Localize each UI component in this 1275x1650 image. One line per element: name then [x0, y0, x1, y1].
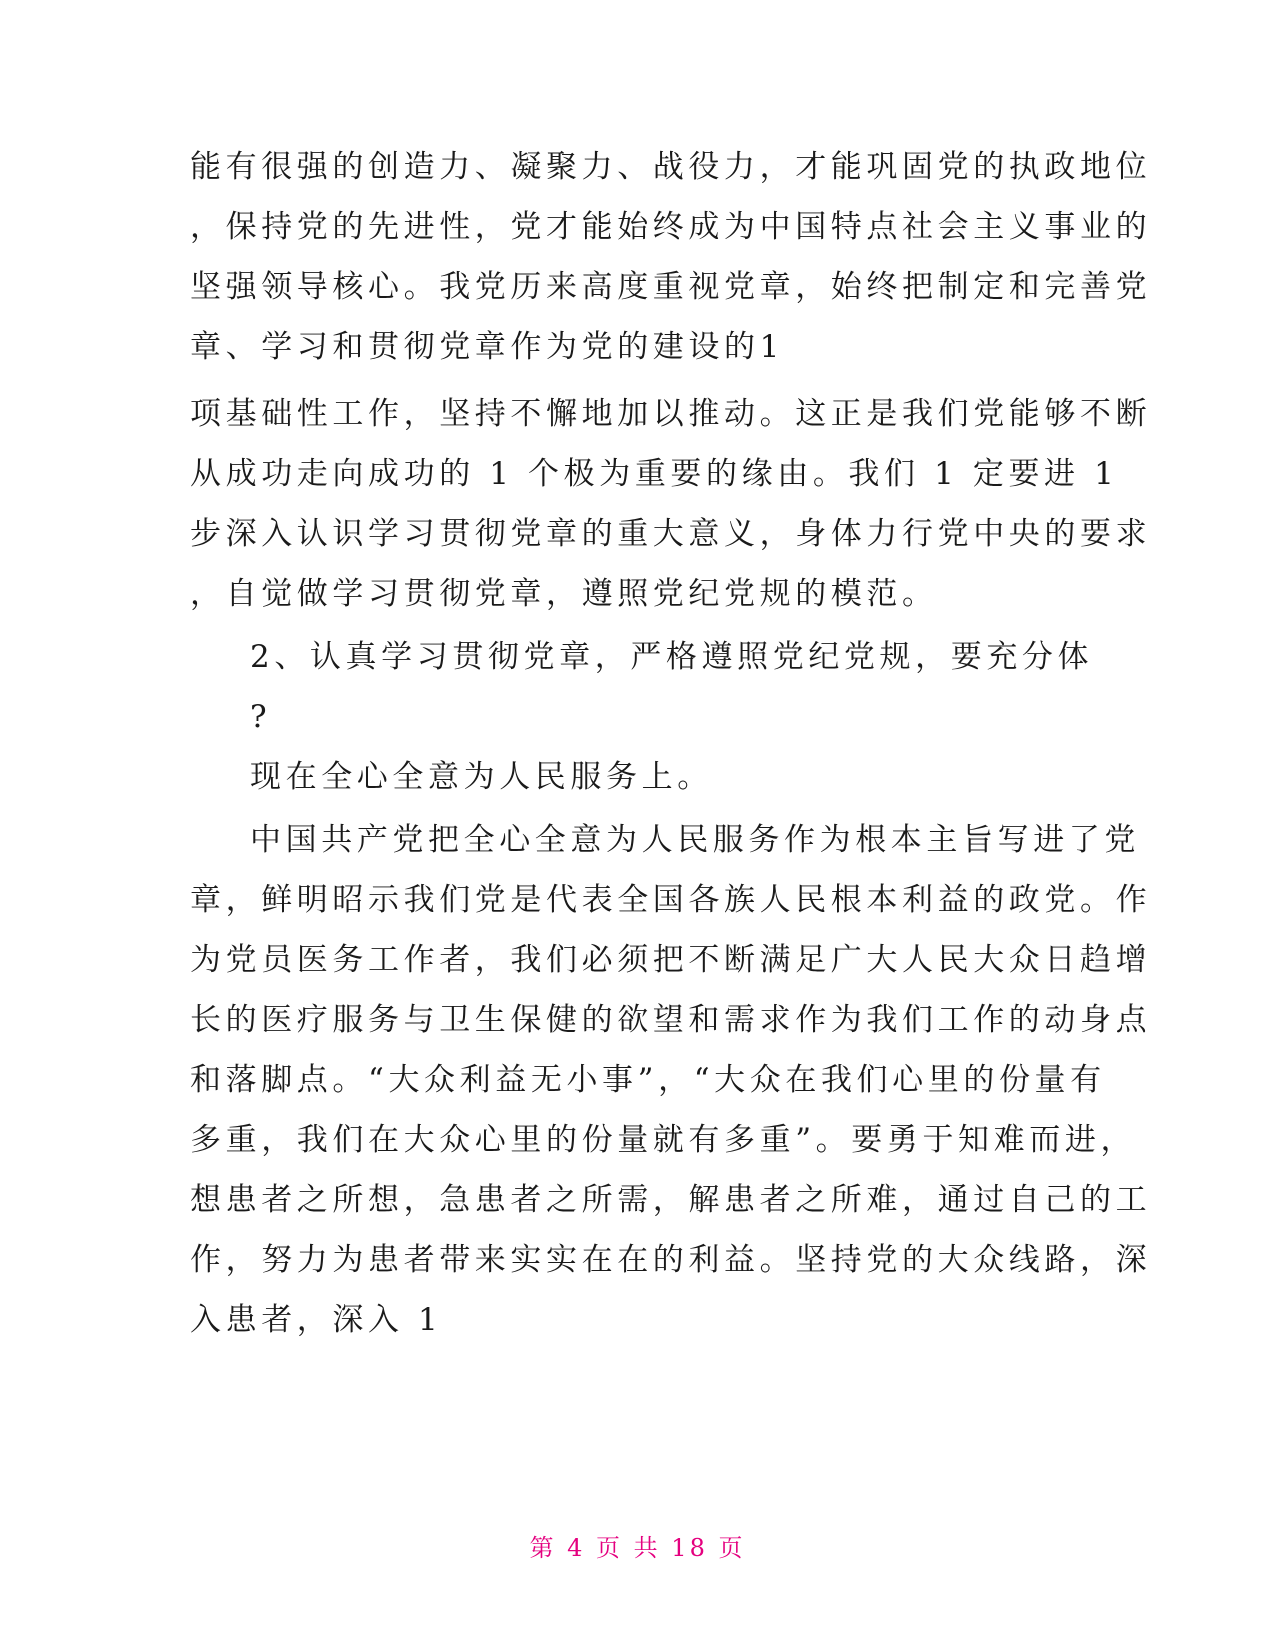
paragraph-start: 中国共产党把全心全意为人民服务作为根本主旨写进了党	[250, 822, 1140, 858]
placeholder-glyph: ?	[250, 699, 272, 735]
text-line: 作，努力为患者带来实实在在的利益。坚持党的大众线路，深	[190, 1242, 1152, 1278]
text-line: 为党员医务工作者，我们必须把不断满足广大人民大众日趋增	[190, 942, 1152, 978]
text-line: 和落脚点。“大众利益无小事”，“大众在我们心里的份量有	[190, 1062, 1106, 1098]
text-line: 章、学习和贯彻党章作为党的建设的1	[190, 329, 784, 365]
text-line: 坚强领导核心。我党历来高度重视党章，始终把制定和完善党	[190, 269, 1152, 305]
text-line: 能有很强的创造力、凝聚力、战役力，才能巩固党的执政地位	[190, 149, 1152, 185]
text-line: 从成功走向成功的 1 个极为重要的缘由。我们 1 定要进 1	[190, 456, 1119, 492]
text-line: 章，鲜明昭示我们党是代表全国各族人民根本利益的政党。作	[190, 882, 1152, 918]
page-number-footer: 第 4 页 共 18 页	[529, 1534, 746, 1562]
text-line: 入患者，深入 1	[190, 1302, 443, 1338]
numbered-heading: 2、认真学习贯彻党章，严格遵照党纪党规，要充分体	[250, 639, 1094, 675]
text-line: ，保持党的先进性，党才能始终成为中国特点社会主义事业的	[190, 209, 1152, 245]
text-line: 步深入认识学习贯彻党章的重大意义，身体力行党中央的要求	[190, 516, 1152, 552]
text-line: 多重，我们在大众心里的份量就有多重”。要勇于知难而进，	[190, 1122, 1137, 1158]
text-line: 想患者之所想，急患者之所需，解患者之所难，通过自己的工	[190, 1182, 1152, 1218]
text-line: 长的医疗服务与卫生保健的欲望和需求作为我们工作的动身点	[190, 1002, 1152, 1038]
text-line: ，自觉做学习贯彻党章，遵照党纪党规的模范。	[190, 576, 938, 612]
text-line: 现在全心全意为人民服务上。	[250, 759, 713, 795]
text-line: 项基础性工作，坚持不懈地加以推动。这正是我们党能够不断	[190, 396, 1152, 432]
